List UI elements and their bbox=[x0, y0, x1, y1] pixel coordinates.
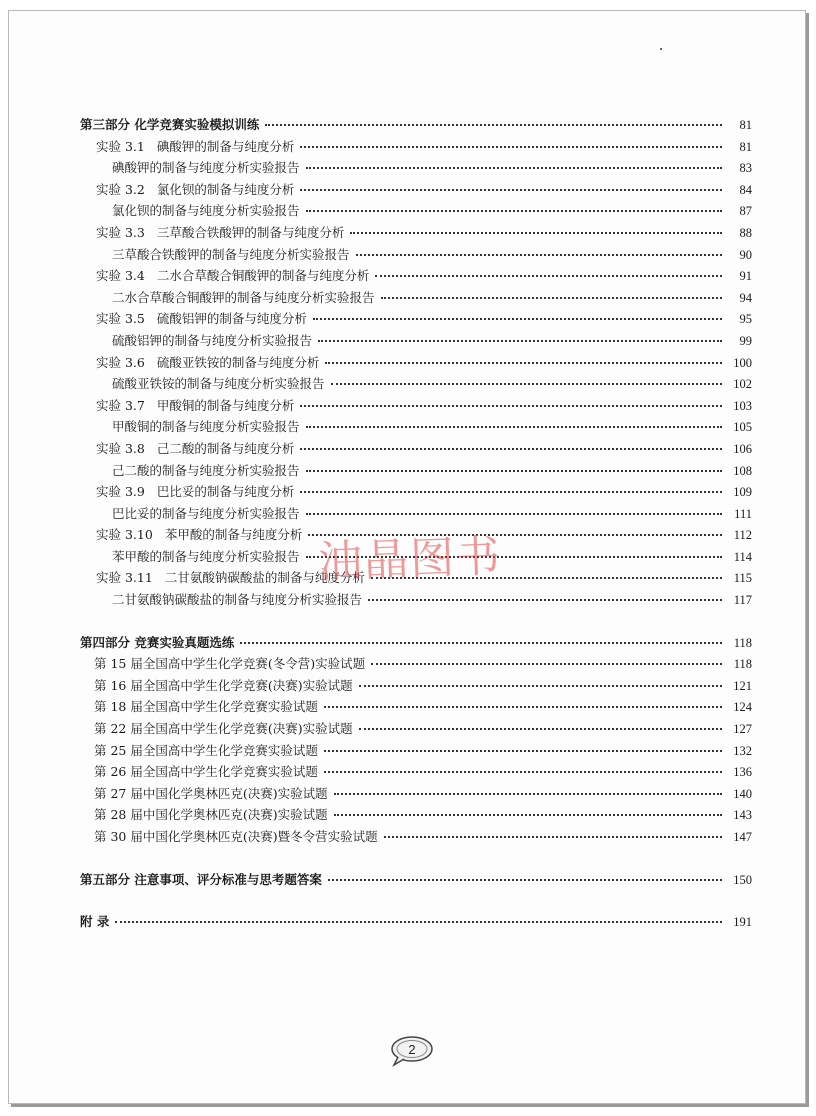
report-title: 碘酸钾的制备与纯度分析实验报告 bbox=[112, 160, 300, 176]
toc-experiment-entry[interactable] bbox=[80, 137, 752, 159]
toc-appendix-heading[interactable] bbox=[80, 912, 752, 934]
leader-dots bbox=[371, 663, 722, 665]
toc-page-number: 100 bbox=[733, 355, 752, 370]
toc-exam-entry[interactable] bbox=[80, 784, 752, 806]
exam-title: 第 27 届中国化学奥林匹克(决赛)实验试题 bbox=[94, 785, 328, 801]
toc-part5-heading[interactable] bbox=[80, 870, 752, 892]
toc-experiment-entry[interactable] bbox=[80, 439, 752, 461]
toc-experiment-entry[interactable] bbox=[80, 223, 752, 245]
toc-page-number: 117 bbox=[733, 593, 752, 608]
report-title: 二水合草酸合铜酸钾的制备与纯度分析实验报告 bbox=[112, 289, 375, 305]
toc-entry-title bbox=[94, 719, 353, 737]
report-title: 硫酸铝钾的制备与纯度分析实验报告 bbox=[112, 332, 313, 348]
toc-page-number: 103 bbox=[733, 398, 752, 413]
toc-page-number: 108 bbox=[733, 463, 752, 478]
toc-report-entry[interactable] bbox=[80, 504, 752, 526]
toc-entry-title bbox=[112, 590, 362, 608]
toc-report-entry[interactable] bbox=[80, 201, 752, 223]
report-title: 二甘氨酸钠碳酸盐的制备与纯度分析实验报告 bbox=[112, 592, 363, 608]
page-number-badge bbox=[389, 1034, 435, 1068]
exam-title: 第 28 届中国化学奥林匹克(决赛)实验试题 bbox=[94, 807, 328, 823]
toc-experiment-entry[interactable] bbox=[80, 568, 752, 590]
toc-entry-title bbox=[112, 417, 300, 435]
toc-entry-title bbox=[94, 827, 378, 845]
toc-entry-title bbox=[96, 525, 302, 543]
experiment-number: 实验 3.9 bbox=[96, 484, 145, 500]
toc-entry-title bbox=[96, 180, 294, 198]
toc-report-entry[interactable] bbox=[80, 245, 752, 267]
toc-page-number: 84 bbox=[739, 182, 752, 197]
toc-entry-title bbox=[112, 201, 300, 219]
table-of-contents bbox=[80, 115, 752, 934]
toc-page-number: 140 bbox=[733, 786, 752, 801]
toc-entry-title bbox=[96, 482, 294, 500]
experiment-title: 二水合草酸合铜酸钾的制备与纯度分析 bbox=[156, 268, 370, 284]
experiment-number: 实验 3.11 bbox=[96, 570, 153, 586]
toc-page-number: 147 bbox=[733, 830, 752, 844]
leader-dots bbox=[331, 383, 722, 385]
toc-entry-title bbox=[94, 805, 328, 823]
report-title: 苯甲酸的制备与纯度分析实验报告 bbox=[112, 548, 300, 564]
toc-experiment-entry[interactable] bbox=[80, 309, 752, 331]
leader-dots bbox=[300, 146, 722, 148]
toc-exam-entry[interactable] bbox=[80, 805, 752, 827]
toc-entry-title bbox=[96, 137, 294, 155]
experiment-number: 实验 3.2 bbox=[96, 181, 145, 197]
leader-dots bbox=[324, 750, 722, 752]
toc-report-entry[interactable] bbox=[80, 590, 752, 612]
toc-exam-entry[interactable] bbox=[80, 827, 752, 849]
leader-dots bbox=[328, 879, 722, 881]
experiment-number: 实验 3.1 bbox=[96, 138, 145, 154]
leader-dots bbox=[306, 470, 722, 472]
toc-entry-title bbox=[96, 396, 294, 414]
toc-page-number: 132 bbox=[733, 743, 752, 758]
toc-experiment-entry[interactable] bbox=[80, 353, 752, 375]
toc-entry-title bbox=[96, 266, 369, 284]
experiment-number: 实验 3.4 bbox=[96, 268, 145, 284]
exam-title: 第 16 届全国高中学生化学竞赛(决赛)实验试题 bbox=[94, 677, 353, 693]
toc-page-number: 99 bbox=[739, 333, 752, 348]
experiment-title: 巴比妥的制备与纯度分析 bbox=[156, 484, 295, 500]
toc-page-number: 191 bbox=[733, 915, 752, 930]
toc-report-entry[interactable] bbox=[80, 158, 752, 180]
toc-page-number: 121 bbox=[733, 678, 752, 693]
experiment-title: 苯甲酸的制备与纯度分析 bbox=[164, 527, 303, 543]
exam-title: 第 15 届全国高中学生化学竞赛(冬令营)实验试题 bbox=[94, 656, 366, 672]
toc-entry-title bbox=[112, 158, 300, 176]
toc-entry-title bbox=[112, 461, 300, 479]
leader-dots bbox=[313, 318, 722, 320]
experiment-number: 实验 3.6 bbox=[96, 354, 145, 370]
toc-entry-title bbox=[96, 439, 294, 457]
toc-entry-title bbox=[94, 741, 318, 759]
report-title: 氯化钡的制备与纯度分析实验报告 bbox=[112, 203, 300, 219]
experiment-title: 己二酸的制备与纯度分析 bbox=[156, 440, 295, 456]
toc-experiment-entry[interactable] bbox=[80, 525, 752, 547]
toc-entry-title bbox=[112, 374, 325, 392]
toc-page-number: 115 bbox=[733, 571, 752, 586]
leader-dots bbox=[325, 362, 722, 364]
leader-dots bbox=[384, 836, 722, 838]
experiment-number: 实验 3.8 bbox=[96, 440, 145, 456]
leader-dots bbox=[356, 254, 722, 256]
experiment-title: 甲酸铜的制备与纯度分析 bbox=[156, 397, 295, 413]
toc-entry-title bbox=[112, 288, 375, 306]
leader-dots bbox=[334, 793, 722, 795]
leader-dots bbox=[350, 232, 722, 234]
leader-dots bbox=[324, 771, 722, 773]
toc-page-number: 105 bbox=[733, 420, 752, 435]
toc-report-entry[interactable] bbox=[80, 417, 752, 439]
toc-page-number: 143 bbox=[733, 808, 752, 823]
toc-entry-title bbox=[112, 245, 350, 263]
report-title: 硫酸亚铁铵的制备与纯度分析实验报告 bbox=[112, 376, 325, 392]
leader-dots bbox=[359, 685, 722, 687]
toc-page-number: 136 bbox=[733, 765, 752, 780]
toc-exam-entry[interactable] bbox=[80, 741, 752, 763]
leader-dots bbox=[306, 426, 722, 428]
toc-report-entry[interactable] bbox=[80, 331, 752, 353]
exam-title: 第 22 届全国高中学生化学竞赛(决赛)实验试题 bbox=[94, 721, 353, 737]
exam-title: 第 18 届全国高中学生化学竞赛实验试题 bbox=[94, 699, 318, 715]
leader-dots bbox=[324, 706, 722, 708]
toc-entry-title bbox=[112, 504, 300, 522]
toc-page-number: 106 bbox=[733, 441, 752, 456]
toc-report-entry[interactable] bbox=[80, 288, 752, 310]
experiment-number: 实验 3.3 bbox=[96, 224, 145, 240]
toc-exam-entry[interactable] bbox=[80, 697, 752, 719]
toc-entry-title bbox=[94, 697, 318, 715]
toc-page-number: 118 bbox=[733, 657, 752, 672]
toc-part4-heading[interactable] bbox=[80, 633, 752, 655]
leader-dots bbox=[371, 577, 722, 579]
experiment-title: 二甘氨酸钠碳酸盐的制备与纯度分析 bbox=[164, 570, 365, 586]
toc-page-number: 112 bbox=[733, 528, 752, 543]
toc-part3-list bbox=[80, 137, 752, 612]
toc-page-number: 87 bbox=[739, 204, 752, 219]
toc-entry-title bbox=[112, 547, 300, 565]
toc-experiment-entry[interactable] bbox=[80, 266, 752, 288]
experiment-number: 实验 3.7 bbox=[96, 397, 145, 413]
toc-part-title: 第五部分 注意事项、评分标准与思考题答案 bbox=[80, 871, 322, 887]
toc-page-number: 109 bbox=[733, 485, 752, 500]
leader-dots bbox=[265, 124, 722, 126]
toc-part3-heading[interactable] bbox=[80, 115, 752, 137]
page-number: 2 bbox=[408, 1042, 416, 1057]
toc-appendix-title: 附 录 bbox=[80, 914, 110, 930]
toc-page-number: 111 bbox=[734, 506, 752, 521]
toc-entry-title bbox=[96, 568, 365, 586]
toc-entry-title bbox=[96, 353, 319, 371]
toc-entry-title bbox=[96, 309, 307, 327]
toc-report-entry[interactable] bbox=[80, 374, 752, 396]
toc-entry-title bbox=[94, 676, 353, 694]
leader-dots bbox=[300, 189, 722, 191]
report-title: 甲酸铜的制备与纯度分析实验报告 bbox=[112, 419, 300, 435]
experiment-title: 碘酸钾的制备与纯度分析 bbox=[156, 138, 295, 154]
toc-page-number: 81 bbox=[739, 118, 752, 132]
experiment-title: 硫酸亚铁铵的制备与纯度分析 bbox=[156, 354, 320, 370]
toc-experiment-entry[interactable] bbox=[80, 482, 752, 504]
leader-dots bbox=[375, 275, 722, 277]
toc-experiment-entry[interactable] bbox=[80, 396, 752, 418]
exam-title: 第 30 届中国化学奥林匹克(决赛)暨冬令营实验试题 bbox=[94, 829, 378, 844]
toc-entry-title bbox=[112, 331, 312, 349]
report-title: 巴比妥的制备与纯度分析实验报告 bbox=[112, 505, 300, 521]
toc-page-number: 88 bbox=[739, 225, 752, 240]
toc-page-number: 118 bbox=[733, 635, 752, 650]
leader-dots bbox=[306, 210, 722, 212]
report-title: 三草酸合铁酸钾的制备与纯度分析实验报告 bbox=[112, 246, 350, 262]
experiment-title: 硫酸铝钾的制备与纯度分析 bbox=[156, 311, 307, 327]
leader-dots bbox=[240, 642, 722, 644]
toc-report-entry[interactable] bbox=[80, 547, 752, 569]
leader-dots bbox=[300, 405, 722, 407]
report-title: 己二酸的制备与纯度分析实验报告 bbox=[112, 462, 300, 478]
toc-part4-list bbox=[80, 654, 752, 848]
leader-dots bbox=[334, 814, 722, 816]
toc-page-number: 83 bbox=[739, 161, 752, 176]
experiment-number: 实验 3.5 bbox=[96, 311, 145, 327]
toc-part-title: 第三部分 化学竞赛实验模拟训练 bbox=[80, 117, 260, 132]
toc-experiment-entry[interactable] bbox=[80, 180, 752, 202]
toc-page-number: 102 bbox=[733, 377, 752, 392]
toc-entry-title bbox=[94, 654, 365, 672]
leader-dots bbox=[306, 167, 722, 169]
toc-exam-entry[interactable] bbox=[80, 654, 752, 676]
leader-dots bbox=[381, 297, 722, 299]
leader-dots bbox=[300, 491, 722, 493]
toc-page-number: 124 bbox=[733, 700, 752, 715]
toc-exam-entry[interactable] bbox=[80, 762, 752, 784]
leader-dots bbox=[306, 556, 722, 558]
toc-report-entry[interactable] bbox=[80, 461, 752, 483]
toc-part-title: 第四部分 竞赛实验真题选练 bbox=[80, 634, 235, 650]
toc-page-number: 94 bbox=[739, 290, 752, 305]
leader-dots bbox=[368, 599, 722, 601]
toc-page-number: 127 bbox=[733, 722, 752, 737]
experiment-title: 氯化钡的制备与纯度分析 bbox=[156, 181, 295, 197]
toc-page-number: 150 bbox=[733, 872, 752, 887]
toc-entry-title bbox=[96, 223, 344, 241]
toc-entry-title bbox=[94, 784, 328, 802]
toc-page-number: 90 bbox=[739, 247, 752, 262]
experiment-title: 三草酸合铁酸钾的制备与纯度分析 bbox=[156, 224, 345, 240]
experiment-number: 实验 3.10 bbox=[96, 527, 153, 543]
toc-page-number: 81 bbox=[739, 139, 752, 154]
leader-dots bbox=[306, 513, 722, 515]
scan-speck bbox=[660, 48, 662, 50]
toc-exam-entry[interactable] bbox=[80, 719, 752, 741]
toc-entry-title bbox=[94, 762, 318, 780]
leader-dots bbox=[308, 534, 722, 536]
toc-page-number: 114 bbox=[733, 549, 752, 564]
leader-dots bbox=[359, 728, 722, 730]
leader-dots bbox=[115, 921, 722, 923]
watermark-stamp: 油晶图书 bbox=[317, 530, 503, 589]
exam-title: 第 25 届全国高中学生化学竞赛实验试题 bbox=[94, 742, 318, 758]
toc-page-number: 95 bbox=[739, 312, 752, 327]
toc-exam-entry[interactable] bbox=[80, 676, 752, 698]
leader-dots bbox=[300, 448, 722, 450]
leader-dots bbox=[318, 340, 722, 342]
exam-title: 第 26 届全国高中学生化学竞赛实验试题 bbox=[94, 764, 318, 780]
toc-page-number: 91 bbox=[739, 269, 752, 284]
